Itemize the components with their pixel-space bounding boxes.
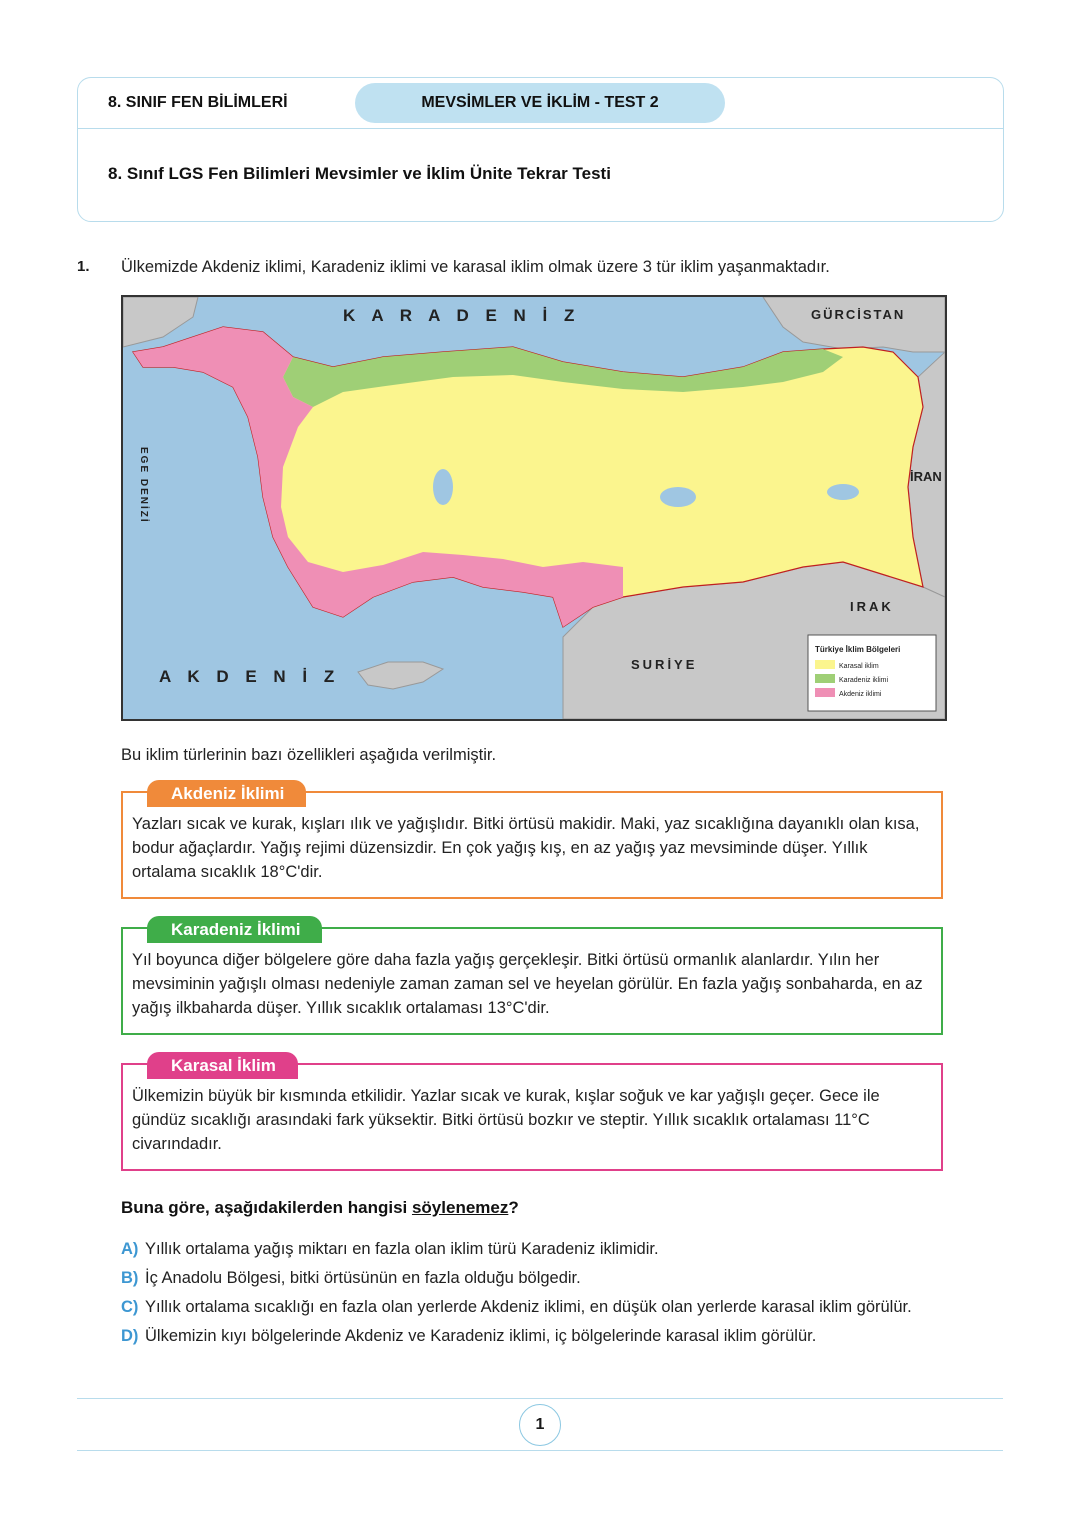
prompt-start: Buna göre, aşağıdakilerden hangisi xyxy=(121,1198,412,1217)
karasal-climate-text: Ülkemizin büyük bir kısmında etkilidir. Yazlar sıcak ve kurak, kışlar soğuk ve kar yağışlı geçer. Gece ile gündüz sıcaklığı arasındaki fark yüksektir. Bitki örtüsü bozkır ve steptir. Yıllık sıcaklık ortalaması 11°C civarındadır. xyxy=(132,1087,880,1153)
akdeniz-climate-text: Yazları sıcak ve kurak, kışları ılık ve yağışlıdır. Bitki örtüsü makidir. Maki, yaz sıcaklığına dayanıklı olan kısa, bodur ağaçlardır. Yağış rejimi düzensizdir. En çok yağış kış, en az yağış yaz mevsiminde düşer. Yıllık ortalama sıcaklık 18°C'dir. xyxy=(132,815,920,881)
akdeniz-climate-tag: Akdeniz İklimi xyxy=(147,780,306,807)
test-title-pill: MEVSİMLER VE İKLİM - TEST 2 xyxy=(355,83,725,123)
prompt-end: ? xyxy=(508,1198,519,1217)
legend-label-karasal: Karasal iklim xyxy=(839,663,879,670)
option-c-text: Yıllık ortalama sıcaklığı en fazla olan yerlerde Akdeniz iklimi, en düşük olan yerlerde karasal iklim görülür. xyxy=(145,1298,912,1316)
lake-2 xyxy=(660,487,696,507)
legend-label-karadeniz: Karadeniz iklimi xyxy=(839,677,889,684)
tuz-lake xyxy=(433,469,453,505)
prompt-emphasis: söylenemez xyxy=(411,1198,509,1217)
karadeniz-climate-tag: Karadeniz İklimi xyxy=(147,916,322,943)
question-number: 1. xyxy=(77,258,90,275)
country-s-label: SURİYE xyxy=(631,657,698,672)
option-a-letter: A) xyxy=(121,1240,139,1258)
subject-label: 8. SINIF FEN BİLİMLERİ xyxy=(108,94,288,111)
question-prompt xyxy=(121,1198,519,1218)
karasal-climate-tag: Karasal İklim xyxy=(147,1052,298,1079)
header-box xyxy=(77,77,1004,222)
header-subtitle: 8. Sınıf LGS Fen Bilimleri Mevsimler ve İklim Ünite Tekrar Testi xyxy=(108,164,611,183)
option-d-text: Ülkemizin kıyı bölgelerinde Akdeniz ve Karadeniz iklimi, iç bölgelerinde karasal iklim görülür. xyxy=(145,1327,817,1345)
legend-label-akdeniz: Akdeniz iklimi xyxy=(839,691,882,698)
option-d[interactable] xyxy=(121,1324,961,1348)
legend-swatch-akdeniz xyxy=(815,688,835,697)
legend-swatch-karadeniz xyxy=(815,674,835,683)
header-divider xyxy=(78,128,1003,129)
option-c-letter: C) xyxy=(121,1298,139,1316)
sea-south-label: A K D E N İ Z xyxy=(159,667,341,686)
answer-options xyxy=(121,1237,961,1353)
option-b-text: İç Anadolu Bölgesi, bitki örtüsünün en fazla olduğu bölgedir. xyxy=(145,1269,581,1287)
climate-map xyxy=(121,295,947,721)
country-ne-label: GÜRCİSTAN xyxy=(811,307,906,322)
country-se-label: IRAK xyxy=(850,599,894,614)
van-lake xyxy=(827,484,859,500)
karadeniz-climate-box xyxy=(121,920,943,1035)
option-b[interactable] xyxy=(121,1266,961,1290)
option-a[interactable] xyxy=(121,1237,961,1261)
page-number: 1 xyxy=(519,1404,561,1446)
after-map-text: Bu iklim türlerinin bazı özellikleri aşağıda verilmiştir. xyxy=(121,746,497,764)
option-a-text: Yıllık ortalama yağış miktarı en fazla olan iklim türü Karadeniz iklimidir. xyxy=(145,1240,659,1258)
question-intro: Ülkemizde Akdeniz iklimi, Karadeniz iklimi ve karasal iklim olmak üzere 3 tür iklim yaşanmaktadır. xyxy=(121,258,830,276)
option-d-letter: D) xyxy=(121,1327,139,1345)
footer-line-bottom xyxy=(77,1450,1003,1451)
option-c[interactable] xyxy=(121,1295,961,1319)
legend-swatch-karasal xyxy=(815,660,835,669)
karadeniz-climate-text: Yıl boyunca diğer bölgelere göre daha fazla yağış gerçekleşir. Bitki örtüsü ormanlık alanlardır. Yılın her mevsiminin yağışlı olması nedeniyle zaman zaman sel ve heyelan görülür. En fazla yağış sonbaharda, en az yağış ilkbaharda düşer. Yıllık sıcaklık ortalaması 13°C'dir. xyxy=(132,951,923,1017)
sea-north-label: K A R A D E N İ Z xyxy=(343,306,581,325)
legend-title: Türkiye İklim Bölgeleri xyxy=(815,645,901,654)
footer-line-top xyxy=(77,1398,1003,1399)
country-e-label: İRAN xyxy=(910,469,942,484)
akdeniz-climate-box xyxy=(121,784,943,899)
option-b-letter: B) xyxy=(121,1269,139,1287)
karasal-climate-box xyxy=(121,1056,943,1171)
sea-west-label: EGE DENİZİ xyxy=(138,447,149,524)
